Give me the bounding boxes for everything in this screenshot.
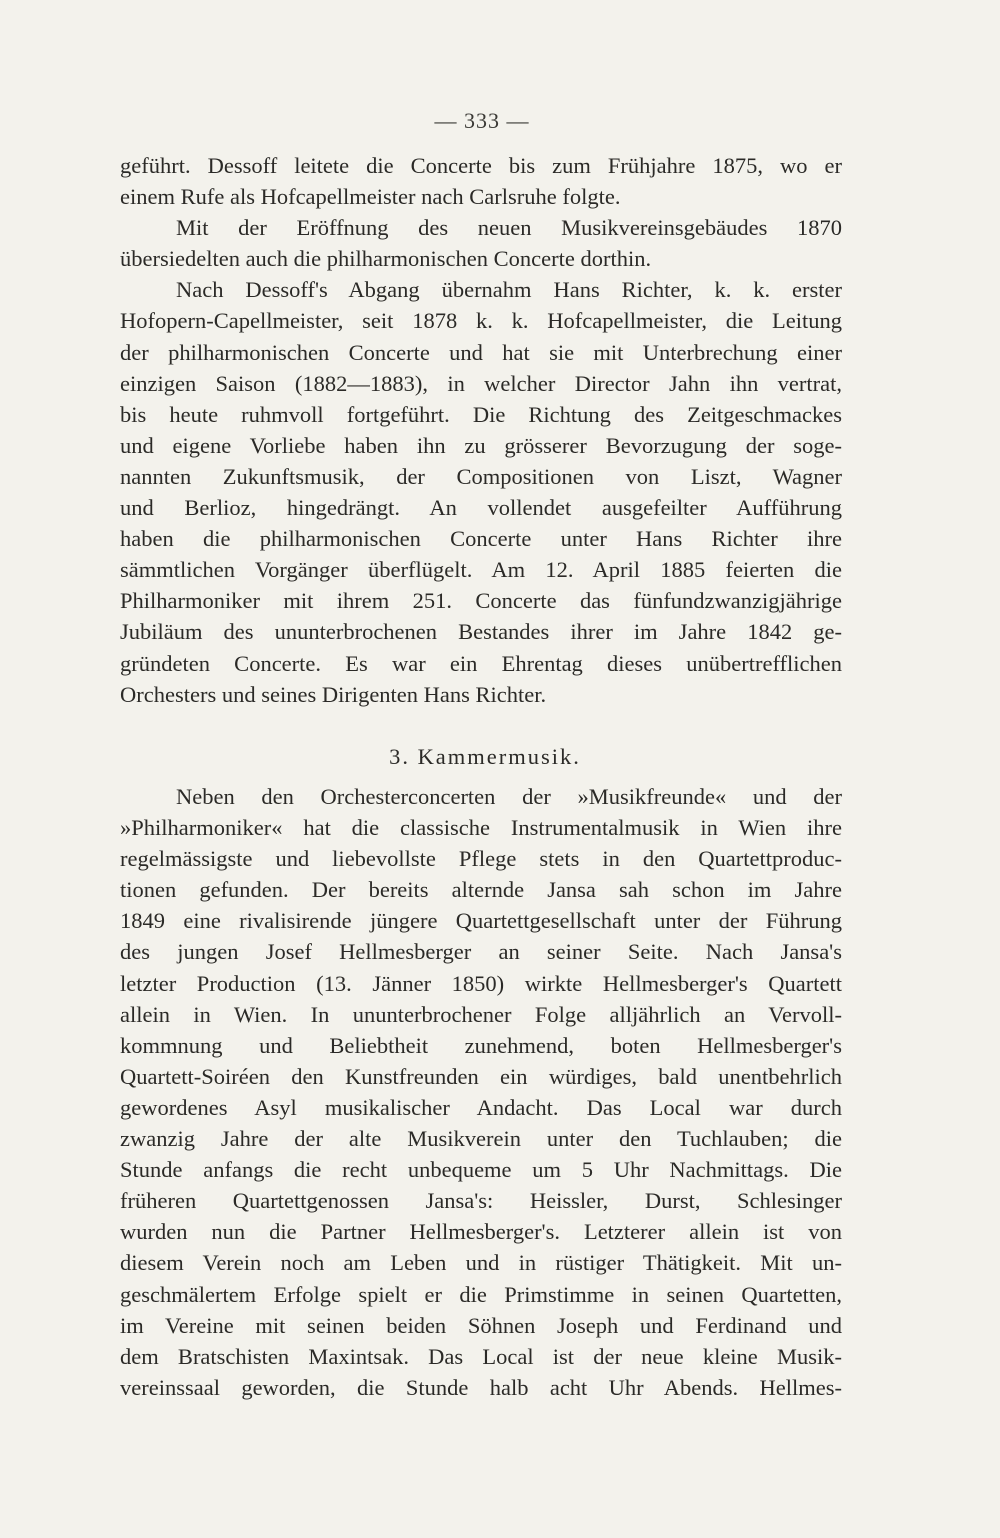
text-line: bis heute ruhmvoll fortgeführt. Die Richtung des Zeitgeschmackes bbox=[120, 401, 842, 427]
text-line: des jungen Josef Hellmesberger an seiner Seite. Nach Jansa's bbox=[120, 939, 842, 965]
text-line: im Vereine mit seinen beiden Söhnen Joseph und Ferdinand und bbox=[120, 1312, 842, 1338]
text-line: regelmässigste und liebevollste Pflege stets in den Quartettproduc- bbox=[120, 846, 842, 872]
text-line: übersiedelten auch die philharmonischen Concerte dorthin. bbox=[120, 246, 652, 272]
text-line: Jubiläum des ununterbrochenen Bestandes ihrer im Jahre 1842 ge- bbox=[120, 619, 842, 645]
text-line: Orchesters und seines Dirigenten Hans Richter. bbox=[120, 681, 547, 707]
text-line: tionen gefunden. Der bereits alternde Jansa sah schon im Jahre bbox=[120, 877, 842, 903]
text-line: Mit der Eröffnung des neuen Musikvereinsgebäudes 1870 bbox=[176, 215, 842, 241]
paragraph-hans-richter bbox=[120, 274, 842, 709]
paragraph-kammermusik bbox=[120, 781, 842, 1403]
section-heading: 3. Kammermusik. bbox=[389, 744, 581, 769]
text-line: Nach Dessoff's Abgang übernahm Hans Richter, k. k. erster bbox=[176, 277, 842, 303]
text-line: Stunde anfangs die recht unbequeme um 5 Uhr Nachmittags. Die bbox=[120, 1157, 842, 1183]
text-line: sämmtlichen Vorgänger überflügelt. Am 12. April 1885 feierten die bbox=[120, 557, 842, 583]
text-line: gründeten Concerte. Es war ein Ehrentag dieses unübertrefflichen bbox=[120, 650, 842, 676]
text-line: vereinssaal geworden, die Stunde halb acht Uhr Abends. Hellmes- bbox=[120, 1374, 842, 1400]
text-line: haben die philharmonischen Concerte unter Hans Richter ihre bbox=[120, 526, 842, 552]
text-line: einem Rufe als Hofcapellmeister nach Carlsruhe folgte. bbox=[120, 184, 621, 210]
text-line: Philharmoniker mit ihrem 251. Concerte das fünfundzwanzigjährige bbox=[120, 588, 842, 614]
text-line: zwanzig Jahre der alte Musikverein unter den Tuchlauben; die bbox=[120, 1126, 842, 1152]
text-line: kommnung und Beliebtheit zunehmend, boten Hellmesberger's bbox=[120, 1032, 842, 1058]
text-line: der philharmonischen Concerte und hat sie mit Unterbrechung einer bbox=[120, 339, 842, 365]
section-heading-block bbox=[120, 741, 842, 772]
text-line: früheren Quartettgenossen Jansa's: Heissler, Durst, Schlesinger bbox=[120, 1188, 842, 1214]
text-line: Neben den Orchesterconcerten der »Musikfreunde« und der bbox=[176, 784, 842, 809]
text-line: und Berlioz, hingedrängt. An vollendet ausgefeilter Aufführung bbox=[120, 495, 842, 521]
text-line: allein in Wien. In ununterbrochener Folge alljährlich an Vervoll- bbox=[120, 1001, 842, 1027]
text-line: letzter Production (13. Jänner 1850) wirkte Hellmesberger's Quartett bbox=[120, 970, 842, 996]
text-line: 1849 eine rivalisirende jüngere Quartettgesellschaft unter der Führung bbox=[120, 908, 842, 934]
text-line: dem Bratschisten Maxintsak. Das Local ist der neue kleine Musik- bbox=[120, 1343, 842, 1369]
paragraph-dessoff-departure bbox=[120, 150, 842, 212]
body-text-after-heading bbox=[120, 781, 842, 1403]
text-line: nannten Zukunftsmusik, der Compositionen von Liszt, Wagner bbox=[120, 463, 842, 489]
paragraph-musikverein-move bbox=[120, 212, 842, 274]
text-line: wurden nun die Partner Hellmesberger's. Letzterer allein ist von bbox=[120, 1219, 842, 1245]
text-line: geführt. Dessoff leitete die Concerte bis zum Frühjahre 1875, wo er bbox=[120, 153, 842, 178]
text-line: »Philharmoniker« hat die classische Instrumentalmusik in Wien ihre bbox=[120, 815, 842, 841]
body-text-before-heading bbox=[120, 150, 842, 710]
text-line: diesem Verein noch am Leben und in rüstiger Thätigkeit. Mit un- bbox=[120, 1250, 842, 1276]
text-line: Hofopern-Capellmeister, seit 1878 k. k. Hofcapellmeister, die Leitung bbox=[120, 308, 842, 334]
page-number: — 333 — bbox=[434, 108, 530, 133]
text-line: geschmälertem Erfolge spielt er die Primstimme in seinen Quartetten, bbox=[120, 1281, 842, 1307]
text-line: gewordenes Asyl musikalischer Andacht. Das Local war durch bbox=[120, 1094, 842, 1120]
text-line: Quartett-Soiréen den Kunstfreunden ein würdiges, bald unentbehrlich bbox=[120, 1063, 842, 1089]
text-line: einzigen Saison (1882—1883), in welcher Director Jahn ihn vertrat, bbox=[120, 370, 842, 396]
text-line: und eigene Vorliebe haben ihn zu grösserer Bevorzugung der soge- bbox=[120, 432, 842, 458]
